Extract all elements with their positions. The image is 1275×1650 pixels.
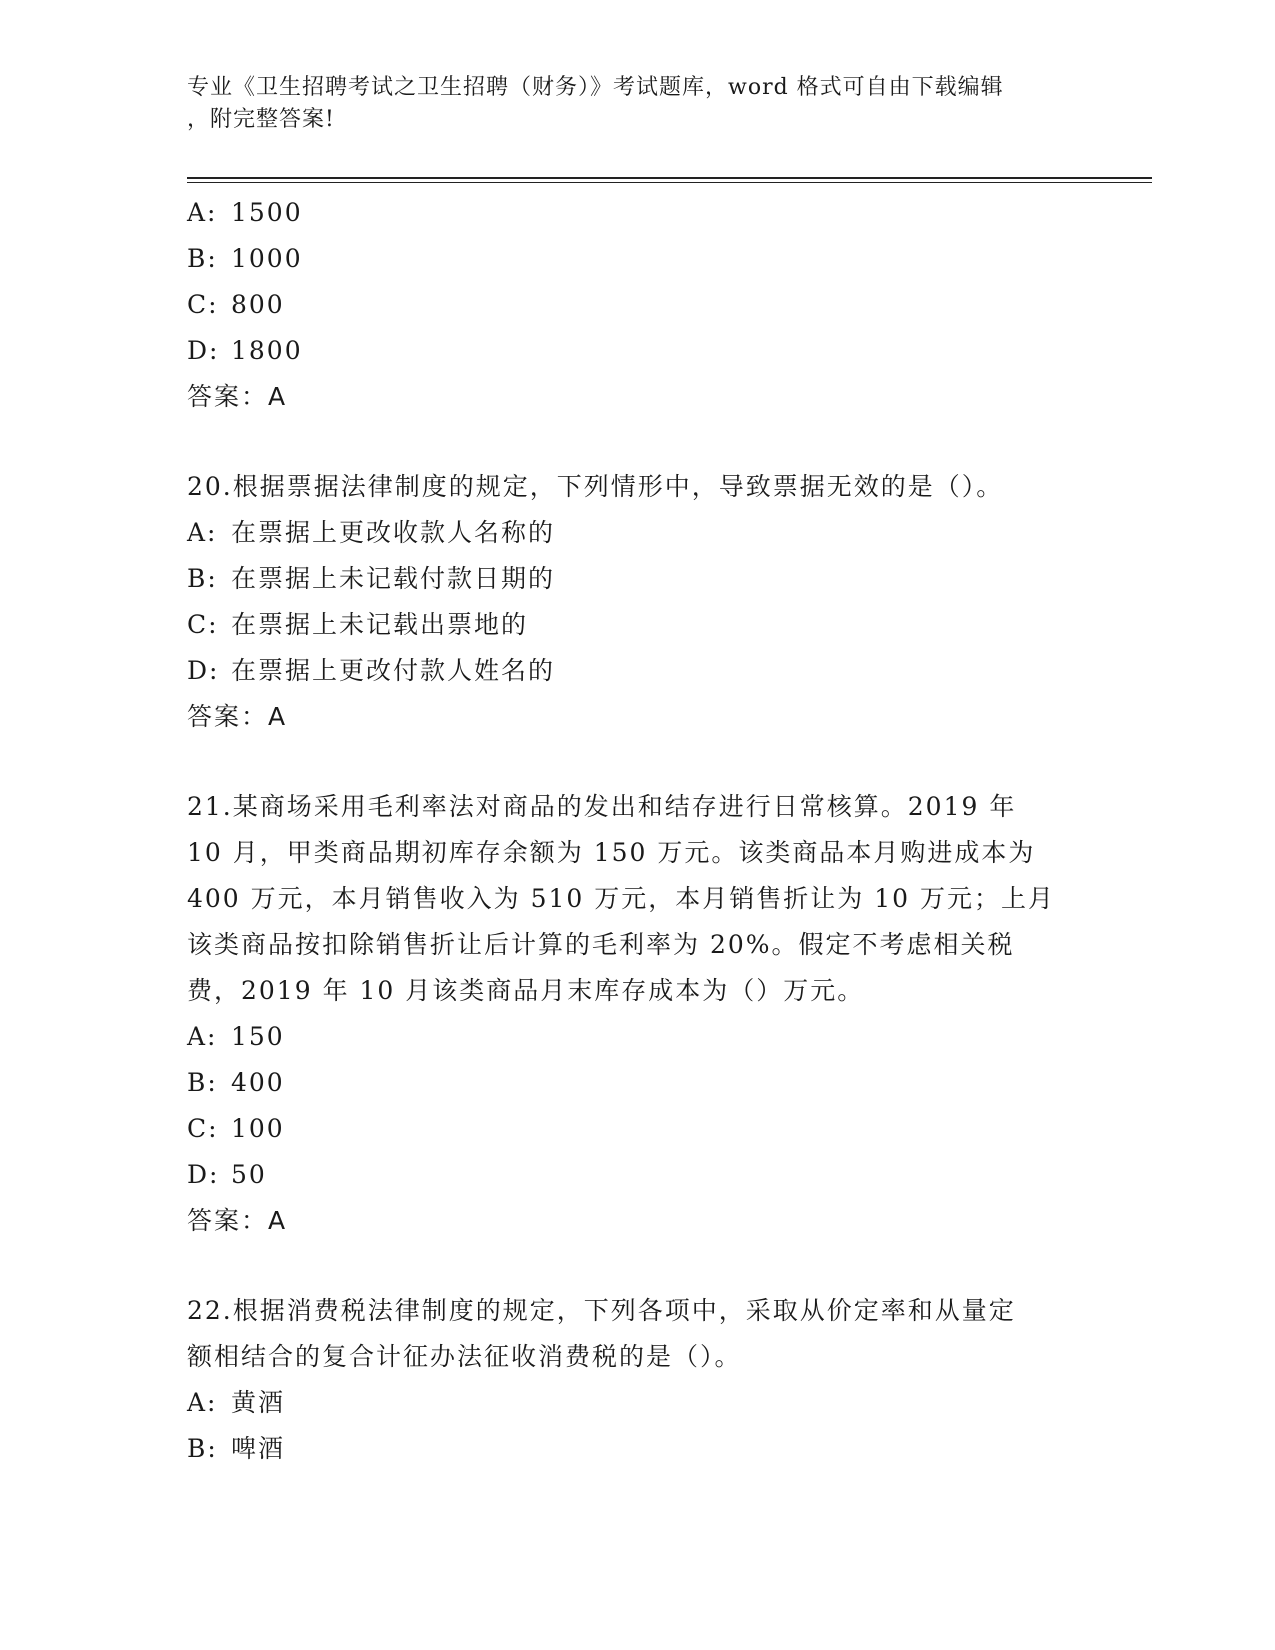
- header-line-2: ，附完整答案!: [187, 107, 335, 132]
- answer-option: [187, 236, 1087, 282]
- option-letter: A:: [187, 518, 218, 547]
- answer-option: [187, 1106, 1087, 1152]
- option-letter: C:: [187, 290, 219, 319]
- option-text: 150: [231, 1022, 285, 1051]
- option-letter: B:: [187, 1068, 218, 1097]
- option-letter: B:: [187, 1434, 218, 1463]
- question-block: [187, 1288, 1087, 1472]
- question-block: [187, 784, 1087, 1288]
- question-list: [187, 190, 1087, 1472]
- block-spacer: [187, 740, 1087, 784]
- option-text: 在票据上未记载出票地的: [231, 610, 529, 639]
- block-spacer: [187, 1244, 1087, 1288]
- option-letter: A:: [187, 198, 218, 227]
- option-text: 在票据上未记载付款日期的: [231, 564, 556, 593]
- answer-key: 答案：A: [187, 702, 288, 731]
- option-text: 1000: [231, 244, 303, 273]
- header-divider-thin: [187, 182, 1152, 183]
- question-text-line: 22.根据消费税法律制度的规定，下列各项中，采取从价定率和从量定: [187, 1296, 1016, 1325]
- answer-option: [187, 282, 1087, 328]
- option-letter: B:: [187, 244, 218, 273]
- question-text-line: 21.某商场采用毛利率法对商品的发出和结存进行日常核算。2019 年: [187, 792, 1017, 821]
- option-text: 50: [231, 1160, 267, 1189]
- option-text: 1500: [231, 198, 303, 227]
- option-text: 在票据上更改付款人姓名的: [231, 656, 556, 685]
- answer-option: [187, 556, 1087, 602]
- option-text: 啤酒: [231, 1434, 286, 1463]
- option-letter: B:: [187, 564, 218, 593]
- question-block: [187, 190, 1087, 464]
- option-text: 100: [231, 1114, 285, 1143]
- option-text: 在票据上更改收款人名称的: [231, 518, 556, 547]
- option-letter: D:: [187, 336, 220, 365]
- block-spacer: [187, 420, 1087, 464]
- answer-option: [187, 602, 1087, 648]
- option-text: 1800: [231, 336, 303, 365]
- answer-option: [187, 510, 1087, 556]
- answer-option: [187, 328, 1087, 374]
- option-letter: A:: [187, 1388, 218, 1417]
- option-letter: D:: [187, 1160, 220, 1189]
- answer-option: [187, 1380, 1087, 1426]
- question-text-line: 费，2019 年 10 月该类商品月末库存成本为（）万元。: [187, 976, 865, 1005]
- answer-option: [187, 1060, 1087, 1106]
- option-letter: C:: [187, 610, 219, 639]
- answer-option: [187, 1014, 1087, 1060]
- answer-key: 答案：A: [187, 1206, 288, 1235]
- question-text-line: 400 万元，本月销售收入为 510 万元，本月销售折让为 10 万元；上月: [187, 884, 1055, 913]
- option-text: 黄酒: [231, 1388, 286, 1417]
- document-header: [187, 72, 1067, 136]
- answer-option: [187, 190, 1087, 236]
- option-letter: C:: [187, 1114, 219, 1143]
- answer-option: [187, 648, 1087, 694]
- answer-option: [187, 1426, 1087, 1472]
- question-block: [187, 464, 1087, 784]
- question-text-line: 10 月，甲类商品期初库存余额为 150 万元。该类商品本月购进成本为: [187, 838, 1036, 867]
- header-line-1: 专业《卫生招聘考试之卫生招聘（财务）》考试题库，word 格式可自由下载编辑: [187, 75, 1004, 100]
- option-letter: D:: [187, 656, 220, 685]
- header-divider-thick: [187, 177, 1152, 179]
- question-text-line: 20.根据票据法律制度的规定，下列情形中，导致票据无效的是（）。: [187, 472, 1004, 501]
- option-letter: A:: [187, 1022, 218, 1051]
- answer-key: 答案：A: [187, 382, 288, 411]
- question-text-line: 该类商品按扣除销售折让后计算的毛利率为 20%。假定不考虑相关税: [187, 930, 1015, 959]
- option-text: 400: [231, 1068, 285, 1097]
- question-text-line: 额相结合的复合计征办法征收消费税的是（）。: [187, 1342, 742, 1371]
- option-text: 800: [231, 290, 285, 319]
- answer-option: [187, 1152, 1087, 1198]
